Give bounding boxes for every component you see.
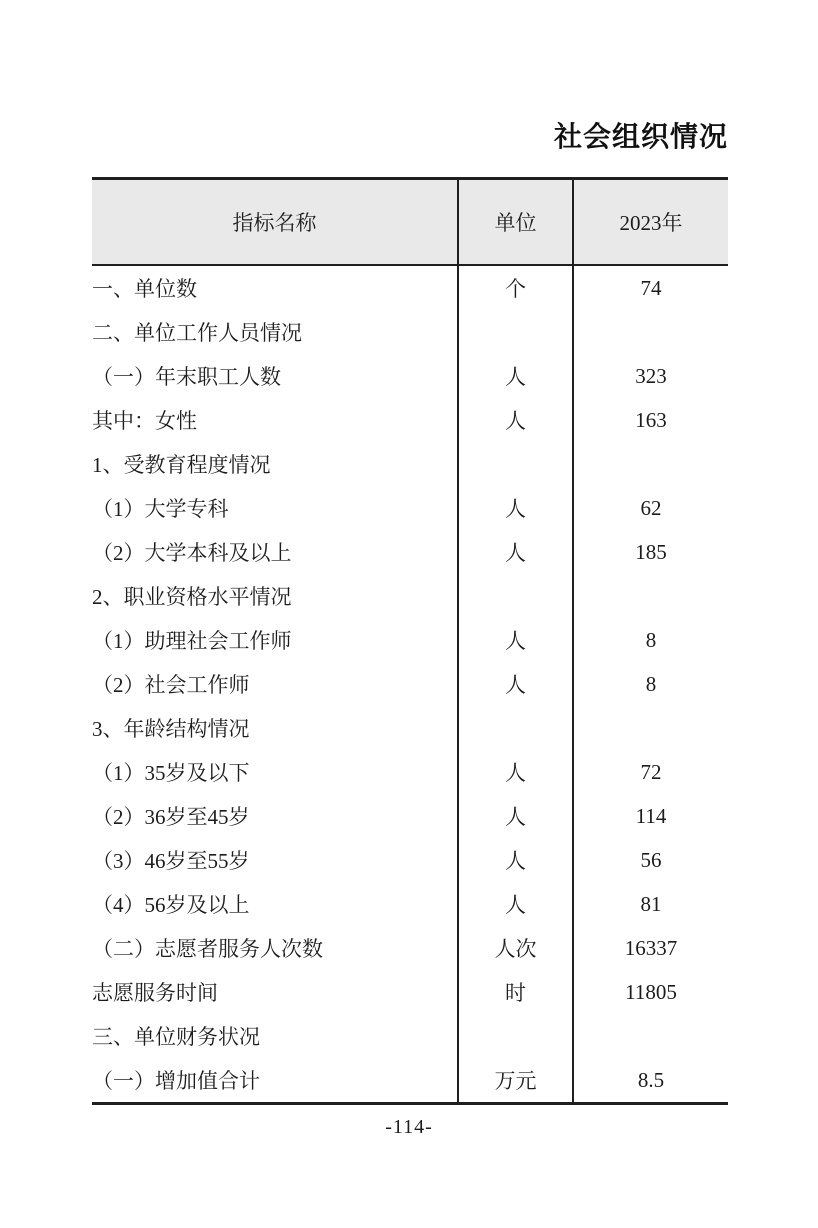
unit-cell: 人 [458,618,573,662]
value-cell [573,310,728,354]
table-row [92,662,728,706]
unit-cell: 人 [458,662,573,706]
indicator-cell: （二）志愿者服务人次数 [92,937,323,961]
value-cell: 163 [635,407,667,432]
value-cell [573,442,728,486]
table-row [92,838,728,882]
unit-cell: 个 [458,265,573,310]
value-cell: 16337 [624,935,678,960]
indicator-cell: （1）大学专科 [92,497,229,521]
table-row [92,750,728,794]
value-cell: 185 [635,539,667,564]
page-title: 社会组织情况 [553,121,728,152]
table-row [92,310,728,354]
indicator-cell: （1）35岁及以下 [92,761,250,785]
table-row [92,1058,728,1104]
indicator-cell: （1）助理社会工作师 [92,629,292,653]
unit-cell: 人次 [458,926,573,970]
indicator-cell: （4）56岁及以上 [92,893,250,917]
indicator-cell: （2）36岁至45岁 [92,805,250,829]
unit-cell: 人 [458,794,573,838]
unit-cell: 人 [458,838,573,882]
unit-cell [458,442,573,486]
indicator-cell: （一）年末职工人数 [92,365,281,389]
value-cell: 81 [640,891,662,916]
indicator-cell: 1、受教育程度情况 [92,453,271,477]
value-cell: 8 [645,627,657,652]
indicator-cell: （2）社会工作师 [92,673,250,697]
value-cell: 62 [640,495,662,520]
unit-cell: 时 [458,970,573,1014]
table-row [92,486,728,530]
indicator-cell: （2）大学本科及以上 [92,541,292,565]
unit-cell: 万元 [458,1058,573,1104]
table-header [92,179,728,266]
table-row [92,926,728,970]
social-organization-table [92,177,728,1105]
indicator-cell: 一、单位数 [92,277,197,301]
header-row [92,179,728,266]
table-body [92,265,728,1104]
indicator-cell: 2、职业资格水平情况 [92,585,292,609]
value-cell: 8 [645,671,657,696]
indicator-cell: 志愿服务时间 [92,981,218,1005]
unit-cell: 人 [458,486,573,530]
indicator-cell: （一）增加值合计 [92,1069,260,1093]
indicator-cell: 二、单位工作人员情况 [92,321,302,345]
indicator-cell: 三、单位财务状况 [92,1025,260,1049]
value-cell: 114 [635,803,667,828]
table-row [92,794,728,838]
value-cell: 323 [635,363,667,388]
value-cell [573,706,728,750]
unit-cell [458,1014,573,1058]
indicator-cell: 3、年龄结构情况 [92,717,250,741]
unit-cell: 人 [458,354,573,398]
value-cell: 8.5 [637,1067,665,1092]
value-cell [573,1014,728,1058]
unit-cell [458,574,573,618]
value-cell: 72 [640,759,662,784]
table-row [92,1014,728,1058]
page-number: -114- [385,1116,433,1138]
unit-cell: 人 [458,530,573,574]
indicator-cell: （3）46岁至55岁 [92,849,250,873]
table-row [92,618,728,662]
value-cell [573,574,728,618]
table-row [92,354,728,398]
unit-cell [458,310,573,354]
unit-cell: 人 [458,398,573,442]
unit-cell [458,706,573,750]
column-header-indicator: 指标名称 [92,179,458,266]
table-row [92,882,728,926]
column-header-unit: 单位 [458,179,573,266]
table-row [92,574,728,618]
table-row [92,265,728,310]
table-row [92,706,728,750]
value-cell: 74 [640,275,662,300]
table-row [92,530,728,574]
table-row [92,442,728,486]
indicator-cell: 其中：女性 [92,409,197,433]
table-row [92,398,728,442]
column-header-year: 2023年 [573,179,728,266]
value-cell: 11805 [625,979,677,1004]
unit-cell: 人 [458,750,573,794]
unit-cell: 人 [458,882,573,926]
table-row [92,970,728,1014]
value-cell: 56 [640,847,662,872]
